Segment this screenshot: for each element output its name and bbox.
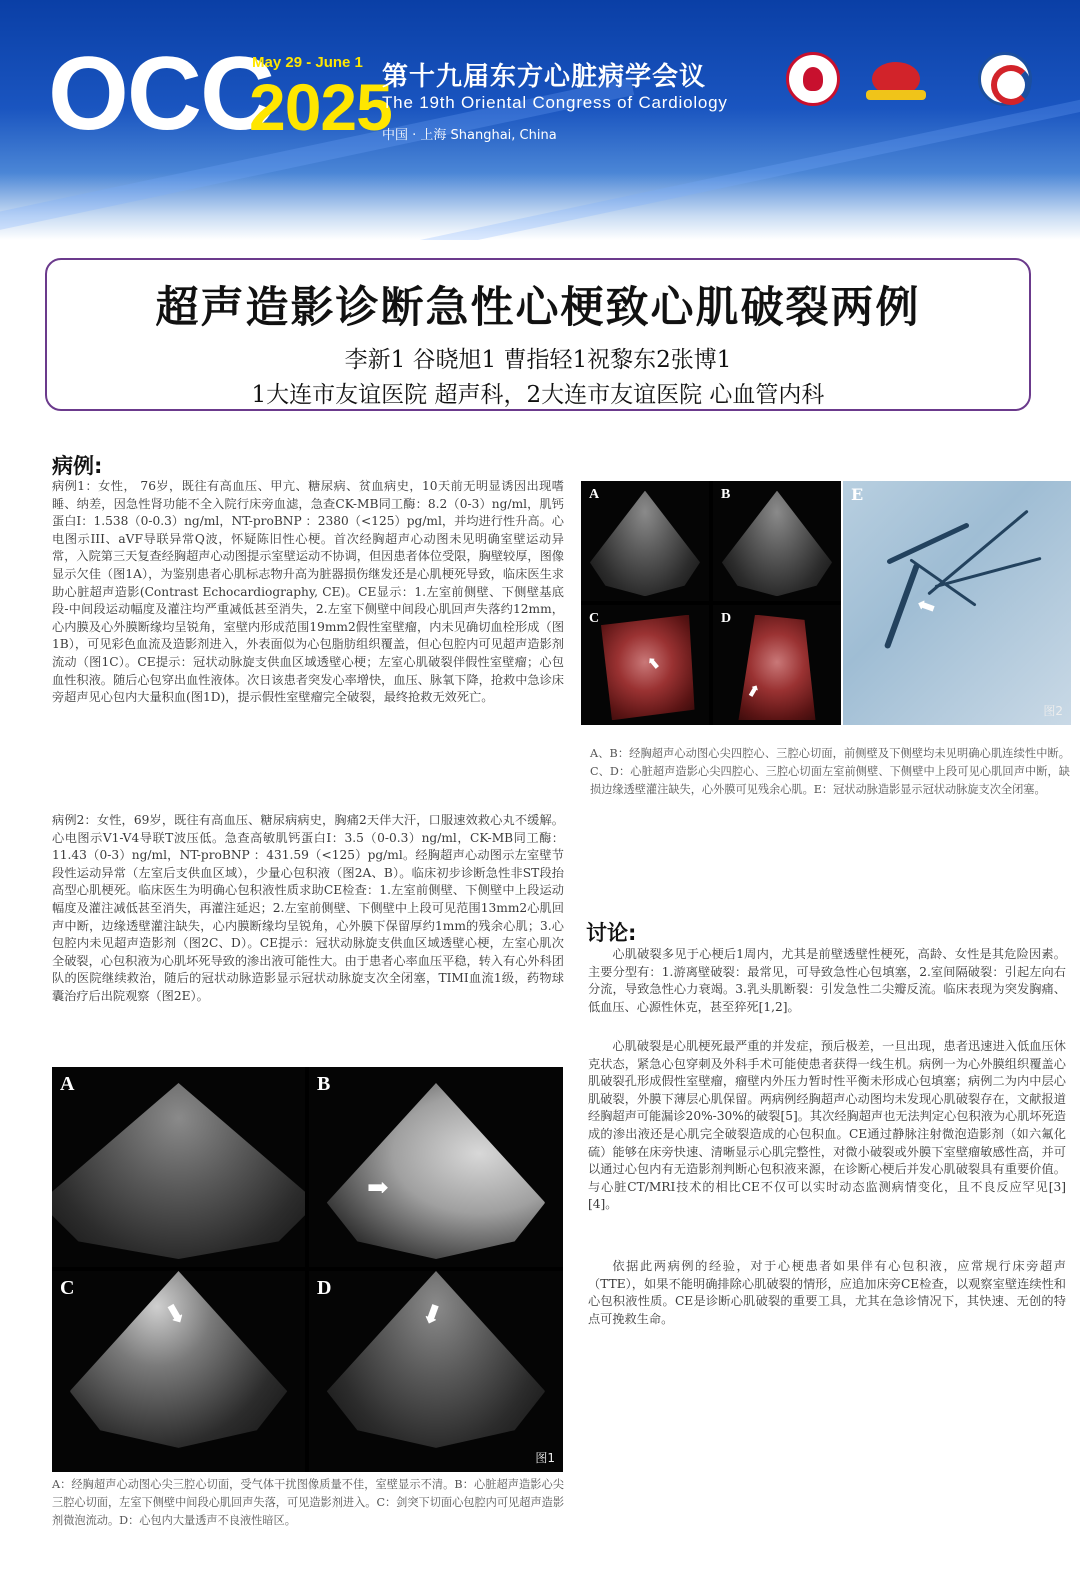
- figure2-panel-b: [713, 481, 841, 601]
- figure1-panel-d: [309, 1271, 563, 1472]
- figure1: [52, 1067, 563, 1472]
- figure1-label-c: C: [60, 1277, 75, 1299]
- figure2-label-a: A: [589, 487, 600, 502]
- arrow-icon: ➡: [414, 1298, 450, 1330]
- figure1-label-a: A: [60, 1073, 75, 1095]
- case2-text: 病例2：女性，69岁，既往有高血压、糖尿病病史，胸痛2天伴大汗，口服速效救心丸不缓解。心电图示V1-V4导联T波压低。急查高敏肌钙蛋白I：3.5（0-0.3）ng/ml，CK-MB同工酶：11.43（0-3）ng/ml，NT-proBNP ：431.59（<125）pg/ml。经胸超声心动图示左室壁节段性运动异常（左室后支供血区域），少量心包积液（图2A、B）。临床初步诊断急性非ST段抬高型心肌梗死。临床医生为明确心包积液性质求助CE检查：1.左室前侧壁、下侧壁中上段运动幅度及灌注减低甚至消失，再灌注延迟；2.左室前侧壁、下侧壁中上段可见范围13mm2心肌回声中断，边缘透壁灌注缺失，心内膜断缘均呈锐角，心外膜下保留厚约1mm的残余心肌；3.心包腔内未见超声造影剂（图2C、D）。CE提示：冠状动脉旋支供血区域透壁心梗，左室心肌次全破裂，心包积液为心肌坏死导致的渗出液可能性大。由于患者心率血压平稳，转入有心外科团队的医院继续救治，随后的冠状动脉造影显示冠状动脉旋支次全闭塞，TIMI血流1级，药物球囊治疗后出院观察（图2E）。: [52, 813, 564, 1003]
- arrow-icon: ➡: [741, 680, 765, 702]
- discussion-p2: 心肌破裂是心肌梗死最严重的并发症，预后极差，一旦出现，患者迅速进入低血压休克状态，紧急心包穿刺及外科手术可能使患者获得一线生机。病例一为心外膜组织覆盖心肌破裂孔形成假性室壁瘤，瘤壁内外压力暂时性平衡未形成心包填塞；病例二为内中层心肌破裂，外膜下薄层心肌保留。两病例经胸超声心动图均未发现心肌破裂存在，文献报道经胸超声可能漏诊20%-30%的破裂[5]。其次经胸超声也无法判定心包积液为心肌坏死造成的渗出液还是心肌完全破裂造成的心包积血。CE通过静脉注射微泡造影剂（如六氟化硫）能够在床旁快速、清晰显示心肌完整性，对微小破裂或外膜下室壁瘤敏感性高，并可以通过心包内有无造影剂判断心包积液来源，在诊断心梗后并发心肌破裂具有重要价值。与心脏CT/MRI技术的相比CE不仅可以实时动态监测病情变化，且不良反应罕见[3][4]。: [588, 1039, 1066, 1212]
- figure2-label-c: C: [589, 611, 600, 626]
- figure2-tag: 图2: [1043, 704, 1063, 718]
- figure1-panel-a: [52, 1067, 305, 1267]
- figure2-panel-d: [713, 605, 841, 725]
- oriental-logo-icon: [866, 52, 926, 106]
- paper-title: 超声造影诊断急性心梗致心肌破裂两例: [155, 283, 921, 333]
- figure2-panel-a: [581, 481, 709, 601]
- figure2-label-d: D: [721, 611, 732, 626]
- cases-heading: 病例:: [52, 454, 103, 478]
- header-banner: [0, 0, 1080, 240]
- paper-affiliations: 1大连市友谊医院 超声科，2大连市友谊医院 心血管内科: [251, 382, 825, 408]
- paper-authors: 李新1 谷晓旭1 曹指轻1祝黎东2张博1: [344, 347, 732, 373]
- figure2-panel-e: [843, 481, 1071, 725]
- figure2-caption: A、B：经胸超声心动图心尖四腔心、三腔心切面，前侧壁及下侧壁均未见明确心肌连续性中断。C、D：心脏超声造影心尖四腔心、三腔心切面左室前侧壁、下侧壁中上段可见心肌回声中断，缺损边缘透壁灌注缺失，心外膜可见残余心肌。E：冠状动脉造影显示冠状动脉旋支次全闭塞。: [590, 747, 1070, 796]
- society-logo-icon: [786, 52, 840, 106]
- figure2-echo-grid: [581, 481, 841, 725]
- figure1-panel-b: [309, 1067, 563, 1267]
- figure1-label-b: B: [317, 1073, 331, 1095]
- figure1-panel-c: [52, 1271, 305, 1472]
- discussion-p1: 心肌破裂多见于心梗后1周内，尤其是前壁透壁性梗死，高龄、女性是其危险因素。主要分型有：1.游离壁破裂：最常见，可导致急性心包填塞，2.室间隔破裂：引起左向右分流，导致急性心力衰竭。3.乳头肌断裂：引发急性二尖瓣反流。临床表现为突发胸痛、低血压、心源性休克，甚至猝死[1,2]。: [588, 947, 1066, 1014]
- arrow-icon: ➡: [367, 1173, 389, 1203]
- conference-dates: May 29 - June 1: [252, 54, 363, 71]
- figure1-tag: 图1: [535, 1451, 555, 1465]
- arrow-icon: ➡: [641, 652, 665, 675]
- occ-logo: OCC: [48, 36, 274, 152]
- title-box: [45, 258, 1031, 411]
- arrow-icon: ➡: [156, 1297, 194, 1331]
- discussion-heading: 讨论:: [586, 921, 637, 945]
- figure2-panel-c: [581, 605, 709, 725]
- cardiology-logo-icon: [978, 52, 1032, 106]
- arrow-icon: ➡: [913, 590, 940, 622]
- case1-text: 病例1：女性， 76岁，既往有高血压、甲亢、糖尿病、贫血病史，10天前无明显诱因出现嗜睡、纳差，因急性肾功能不全入院行床旁血滤，急查CK-MB同工酶：8.2（0-3）ng/ml，肌钙蛋白I：1.538（0-0.3）ng/ml，NT-proBNP ：2380（<125）pg/ml，并均进行性升高。心电图示III、aVF导联异常Q波，怀疑陈旧性心梗。首次经胸超声心动图未见明确室壁运动异常，入院第三天复查经胸超声心动图提示室壁运动不协调，但因患者体位受限，胸壁较厚，图像显示欠佳（图1A），为鉴别患者心肌标志物升高为脏器损伤继发还是心肌梗死导致，临床医生求助心脏超声造影(Contrast Echocardiography, CE)。CE显示：1.左室前侧壁、下侧壁基底段-中间段运动幅度及灌注均严重减低甚至消失，2.左室下侧壁中间段心肌回声失落约12mm，心内膜及心外膜断缘均呈锐角，室壁内形成范围19mm2假性室壁瘤，内未见确切血栓形成（图1B），可见彩色血流及造影剂进入，外表面似为心包脂肪组织覆盖，但心包腔内可见超声造影剂流动（图1C）。CE提示：冠状动脉旋支供血区域透壁心梗；左室心肌破裂伴假性室壁瘤；心包血性积液。随后心包穿出血性液体。次日该患者突发心率增快，血压、脉氧下降，抢救中急诊床旁超声见心包内大量积血(图1D)，提示假性室壁瘤完全破裂，最终抢救无效死亡。: [52, 479, 564, 705]
- conference-title-en: The 19th Oriental Congress of Cardiology: [382, 93, 728, 112]
- conference-title-cn: 第十九届东方心脏病学会议: [382, 62, 707, 92]
- discussion-p3: 依据此两病例的经验，对于心梗患者如果伴有心包积液，应常规行床旁超声（TTE），如果不能明确排除心肌破裂的情形，应追加床旁CE检查，以观察室壁连续性和心包积液性质。CE是诊断心肌破裂的重要工具，尤其在急诊情况下，其快速、无创的特点可挽救生命。: [588, 1259, 1066, 1326]
- figure1-label-d: D: [317, 1277, 332, 1299]
- conference-year: 2025: [249, 70, 392, 144]
- figure1-caption: A：经胸超声心动图心尖三腔心切面，受气体干扰图像质量不佳，室壁显示不清。B：心脏超声造影心尖三腔心切面，左室下侧壁中间段心肌回声失落，可见造影剂进入。C：剑突下切面心包腔内可见超声造影剂微泡流动。D：心包内大量透声不良液性暗区。: [52, 1478, 565, 1527]
- figure2-label-b: B: [721, 487, 731, 502]
- conference-location: 中国 · 上海 Shanghai, China: [382, 128, 557, 143]
- figure2-label-e: E: [851, 485, 864, 504]
